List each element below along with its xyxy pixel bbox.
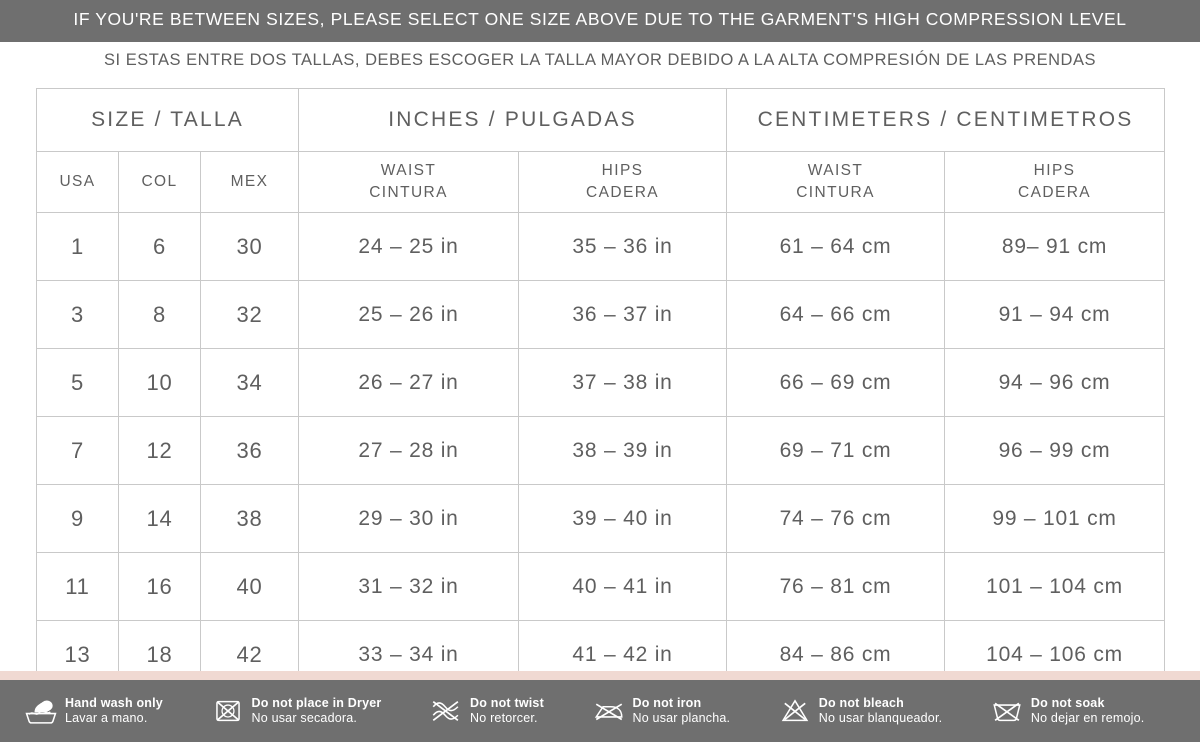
cell-waist-inches: 29 – 30 in xyxy=(299,485,519,553)
cell-usa: 7 xyxy=(37,417,119,485)
cell-waist-cm: 74 – 76 cm xyxy=(727,485,945,553)
col-header-hips-inches-es: CADERA xyxy=(586,184,660,201)
care-text-no-dryer xyxy=(252,696,382,727)
col-header-hips-cm-es: CADERA xyxy=(1018,184,1092,201)
cell-hips-cm: 91 – 94 cm xyxy=(945,281,1165,349)
no-twist-icon xyxy=(429,696,463,726)
care-label-en: Hand wash only xyxy=(65,695,163,710)
col-header-waist-inches-en: WAIST xyxy=(380,161,437,179)
col-header-waist-cm-en: WAIST xyxy=(807,161,864,179)
cell-waist-inches: 24 – 25 in xyxy=(299,213,519,281)
cell-waist-cm: 69 – 71 cm xyxy=(727,417,945,485)
care-label-en: Do not place in Dryer xyxy=(251,695,382,710)
cell-mex: 42 xyxy=(201,621,299,689)
cell-usa: 13 xyxy=(37,621,119,689)
cell-usa: 1 xyxy=(37,213,119,281)
care-accent-strip xyxy=(0,671,1200,680)
cell-hips-inches: 36 – 37 in xyxy=(519,281,727,349)
cell-waist-inches: 25 – 26 in xyxy=(299,281,519,349)
cell-waist-cm: 84 – 86 cm xyxy=(727,621,945,689)
col-header-hips-inches-en: HIPS xyxy=(601,161,644,179)
care-label-en: Do not iron xyxy=(632,695,702,710)
cell-mex: 40 xyxy=(201,553,299,621)
col-header-hips-cm xyxy=(945,152,1165,213)
cell-hips-cm: 89– 91 cm xyxy=(945,213,1165,281)
cell-hips-inches: 41 – 42 in xyxy=(519,621,727,689)
cell-hips-inches: 39 – 40 in xyxy=(519,485,727,553)
size-table-wrapper xyxy=(0,83,1200,689)
cell-mex: 36 xyxy=(201,417,299,485)
cell-waist-inches: 26 – 27 in xyxy=(299,349,519,417)
care-text-hand-wash xyxy=(65,696,163,727)
care-text-no-twist xyxy=(470,696,544,727)
care-item-no-iron xyxy=(584,696,770,727)
cell-hips-inches: 40 – 41 in xyxy=(519,553,727,621)
care-text-no-bleach xyxy=(819,696,943,727)
no-bleach-icon xyxy=(778,696,812,726)
cell-hips-cm: 101 – 104 cm xyxy=(945,553,1165,621)
cell-waist-cm: 76 – 81 cm xyxy=(727,553,945,621)
table-sub-header-row xyxy=(37,152,1165,213)
cell-hips-cm: 99 – 101 cm xyxy=(945,485,1165,553)
care-text-no-iron xyxy=(633,696,731,727)
care-item-hand-wash xyxy=(16,696,203,727)
cell-waist-inches: 31 – 32 in xyxy=(299,553,519,621)
cell-mex: 32 xyxy=(201,281,299,349)
col-header-waist-cm-es: CINTURA xyxy=(796,184,875,201)
table-row xyxy=(37,485,1165,553)
care-label-es: No usar blanqueador. xyxy=(818,711,943,725)
banner-english: IF YOU'RE BETWEEN SIZES, PLEASE SELECT ONE SIZE ABOVE DUE TO THE GARMENT'S HIGH COMPRESSION LEVEL xyxy=(0,0,1200,42)
banner-spanish: SI ESTAS ENTRE DOS TALLAS, DEBES ESCOGER LA TALLA MAYOR DEBIDO A LA ALTA COMPRESIÓN DE LAS PRENDAS xyxy=(0,42,1200,83)
size-chart-table xyxy=(36,88,1165,689)
table-row xyxy=(37,281,1165,349)
cell-waist-inches: 27 – 28 in xyxy=(299,417,519,485)
col-header-hips-cm-en: HIPS xyxy=(1033,161,1076,179)
col-header-mex: MEX xyxy=(201,152,299,213)
size-table-body xyxy=(37,213,1165,689)
table-row xyxy=(37,349,1165,417)
hand-wash-icon xyxy=(24,696,58,726)
cell-col: 14 xyxy=(119,485,201,553)
cell-col: 6 xyxy=(119,213,201,281)
cell-col: 16 xyxy=(119,553,201,621)
cell-usa: 3 xyxy=(37,281,119,349)
cell-hips-inches: 37 – 38 in xyxy=(519,349,727,417)
col-header-usa: USA xyxy=(37,152,119,213)
cell-col: 8 xyxy=(119,281,201,349)
care-item-no-soak xyxy=(982,696,1184,727)
care-label-es: No retorcer. xyxy=(470,711,538,725)
col-header-waist-inches-es: CINTURA xyxy=(369,184,448,201)
cell-hips-cm: 94 – 96 cm xyxy=(945,349,1165,417)
cell-col: 12 xyxy=(119,417,201,485)
care-label-en: Do not twist xyxy=(470,695,544,710)
cell-usa: 5 xyxy=(37,349,119,417)
care-item-no-dryer xyxy=(203,696,421,727)
table-group-header-row xyxy=(37,89,1165,152)
group-header-centimeters: CENTIMETERS / CENTIMETROS xyxy=(727,89,1165,152)
no-iron-icon xyxy=(592,696,626,726)
group-header-size: SIZE / TALLA xyxy=(37,89,299,152)
cell-waist-inches: 33 – 34 in xyxy=(299,621,519,689)
cell-hips-cm: 104 – 106 cm xyxy=(945,621,1165,689)
cell-hips-inches: 35 – 36 in xyxy=(519,213,727,281)
care-label-es: Lavar a mano. xyxy=(65,711,148,725)
group-header-inches: INCHES / PULGADAS xyxy=(299,89,727,152)
care-label-en: Do not bleach xyxy=(818,695,905,710)
cell-waist-cm: 61 – 64 cm xyxy=(727,213,945,281)
col-header-waist-inches xyxy=(299,152,519,213)
col-header-col: COL xyxy=(119,152,201,213)
cell-hips-inches: 38 – 39 in xyxy=(519,417,727,485)
cell-usa: 9 xyxy=(37,485,119,553)
care-label-es: No usar secadora. xyxy=(251,711,358,725)
table-row xyxy=(37,417,1165,485)
care-instructions-strip xyxy=(0,680,1200,742)
cell-hips-cm: 96 – 99 cm xyxy=(945,417,1165,485)
no-soak-icon xyxy=(990,696,1024,726)
cell-waist-cm: 64 – 66 cm xyxy=(727,281,945,349)
no-dryer-icon xyxy=(211,696,245,726)
cell-mex: 30 xyxy=(201,213,299,281)
cell-mex: 34 xyxy=(201,349,299,417)
cell-mex: 38 xyxy=(201,485,299,553)
care-item-no-twist xyxy=(421,696,583,727)
cell-usa: 11 xyxy=(37,553,119,621)
care-text-no-soak xyxy=(1031,696,1145,727)
col-header-hips-inches xyxy=(519,152,727,213)
table-row xyxy=(37,213,1165,281)
cell-col: 18 xyxy=(119,621,201,689)
table-row xyxy=(37,553,1165,621)
care-item-no-bleach xyxy=(770,696,982,727)
cell-col: 10 xyxy=(119,349,201,417)
cell-waist-cm: 66 – 69 cm xyxy=(727,349,945,417)
care-label-en: Do not soak xyxy=(1030,695,1105,710)
col-header-waist-cm xyxy=(727,152,945,213)
care-label-es: No dejar en remojo. xyxy=(1030,711,1145,725)
care-label-es: No usar plancha. xyxy=(632,711,731,725)
